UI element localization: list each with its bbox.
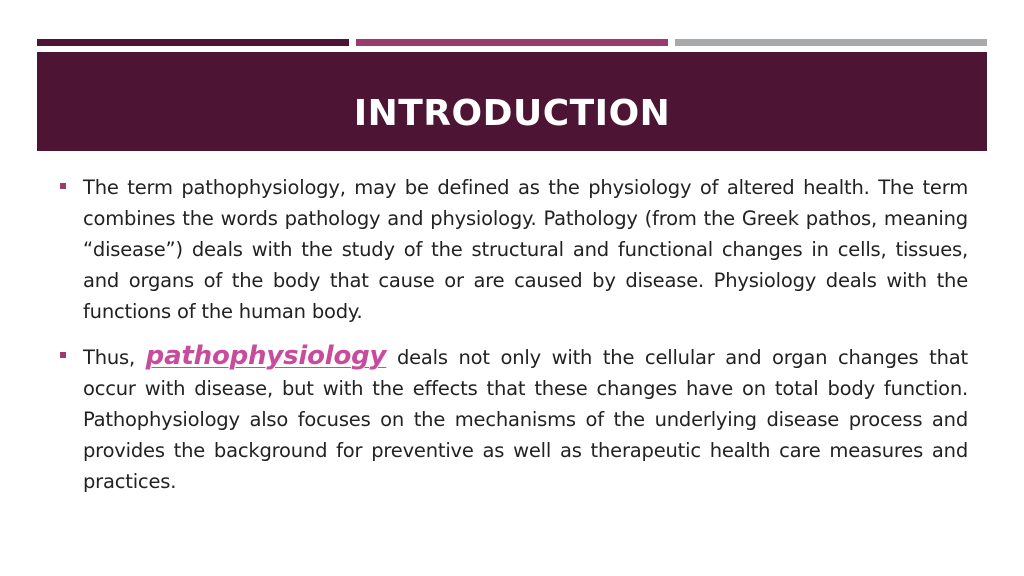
bullet-text: The term pathophysiology, may be defined as the physiology of altered health. The term combines the words pathology and physiology. Pathology (from the Greek pathos, meaning “disease”) deals with the study of the structural and functional changes in cells, tissues, and organs of the body that cause or are caused by disease. Physiology deals with the functions of the human body.	[83, 176, 968, 323]
accent-bar-magenta	[356, 39, 668, 46]
accent-bar-dark	[37, 39, 349, 46]
accent-bar-gray	[675, 39, 987, 46]
square-bullet-icon	[60, 352, 66, 358]
page-title: INTRODUCTION	[353, 93, 671, 134]
highlighted-term: pathophysiology	[145, 341, 387, 371]
square-bullet-icon	[60, 183, 66, 189]
bullet-prefix: Thus,	[83, 346, 146, 369]
bullet-item	[60, 341, 968, 497]
bullet-suffix: deals not only with the cellular and organ changes that occur with disease, but with the effects that these changes have on total body function. Pathophysiology also focuses on the mechanisms of the underlying disease process and provides the background for preventive as well as therapeutic health care measures and practices.	[83, 346, 968, 493]
title-band	[37, 52, 987, 151]
bullet-item	[60, 172, 968, 327]
bullet-text	[83, 341, 968, 497]
slide-body	[60, 172, 968, 511]
